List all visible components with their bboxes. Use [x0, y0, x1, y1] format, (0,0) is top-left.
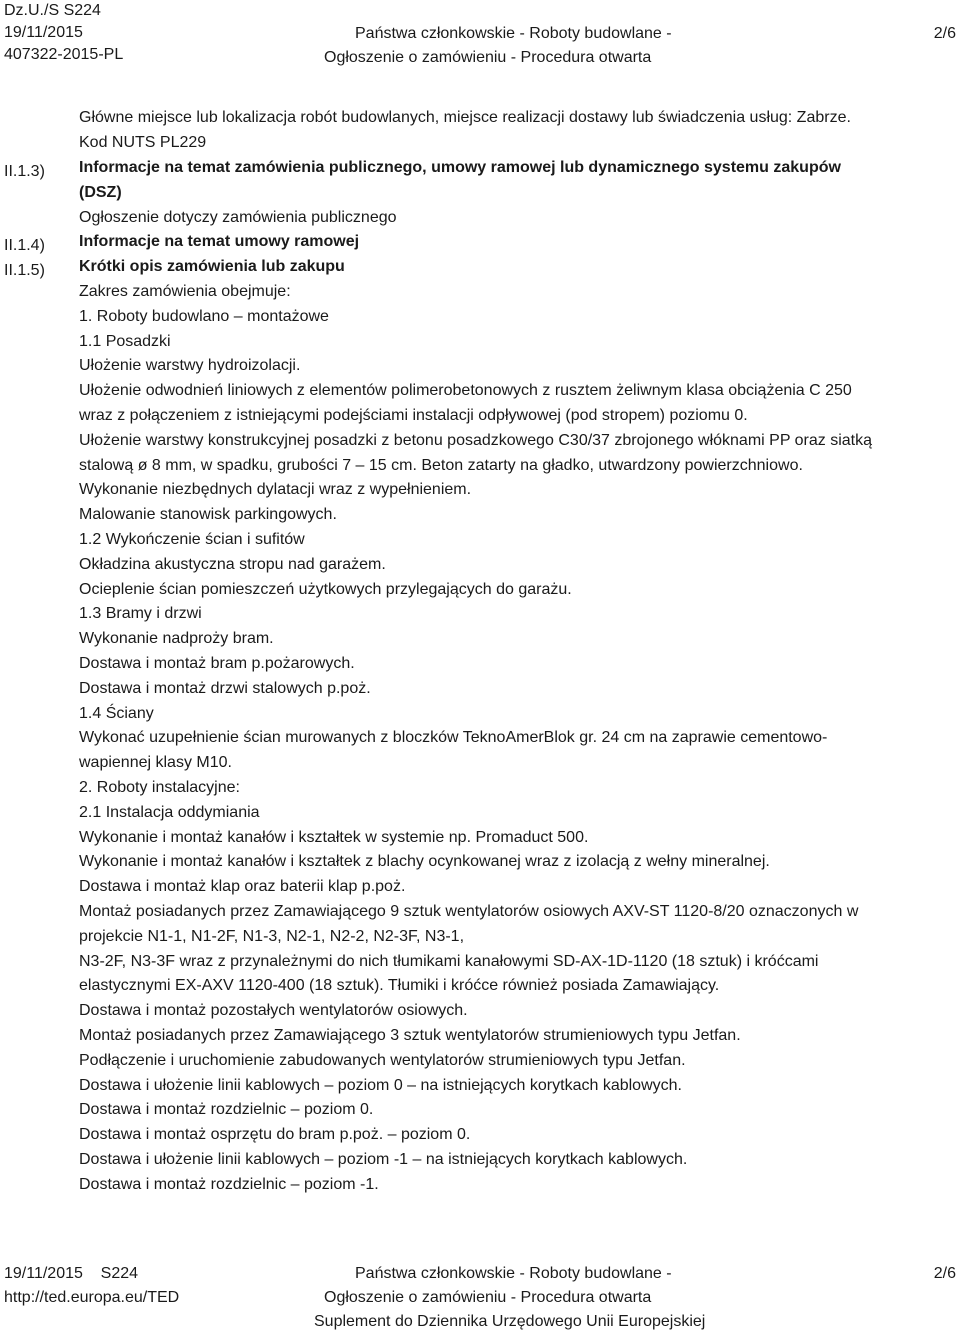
text-line: 1.4 Ściany: [79, 704, 154, 722]
text-line: Ułożenie warstwy konstrukcyjnej posadzki z betonu posadzkowego C30/37 zbrojonego włóknami PP oraz siatką: [79, 431, 873, 449]
text-line: Dostawa i montaż pozostałych wentylatorów osiowych.: [79, 1002, 468, 1020]
text-line: (DSZ): [79, 183, 122, 201]
text-line: 1.2 Wykończenie ścian i sufitów: [79, 531, 305, 548]
text-line: wapiennej klasy M10.: [79, 754, 232, 772]
text-line: Kod NUTS PL229: [79, 134, 207, 152]
text-line: Dostawa i montaż drzwi stalowych p.poż.: [79, 679, 371, 697]
text-line: projekcie N1-1, N1-2F, N1-3, N2-1, N2-2, N2-3F, N3-1,: [79, 927, 465, 945]
footer-title-line1: Państwa członkowskie - Roboty budowlane -: [355, 1265, 672, 1282]
text-line: Krótki opis zamówienia lub zakupu: [79, 258, 345, 276]
text-line: Montaż posiadanych przez Zamawiającego 9 sztuk wentylatorów osiowych AXV-ST 1120-8/20 oznaczonych w: [79, 903, 859, 920]
text-line: N3-2F, N3-3F wraz z przynależnymi do nich tłumikami kanałowymi SD-AX-1D-1120 (18 sztuk) i króćcami: [79, 952, 819, 970]
text-line: Dostawa i montaż bram p.pożarowych.: [79, 655, 355, 672]
text-line: Informacje na temat zamówienia publicznego, umowy ramowej lub dynamicznego systemu zakupów: [79, 159, 841, 176]
text-line: Okładzina akustyczna stropu nad garażem.: [79, 555, 386, 573]
text-line: Wykonanie i montaż kanałów i kształtek z blachy ocynkowanej wraz z izolacją z wełny mineralnej.: [79, 853, 770, 871]
text-line: Dostawa i montaż rozdzielnic – poziom 0.: [79, 1101, 374, 1119]
header-page-number: 2/6: [933, 25, 956, 42]
text-line: wraz z połączeniem z istniejącymi podejściami instalacji odpływowej (pod stropem) poziomu 0.: [79, 407, 748, 424]
text-line: 1.3 Bramy i drzwi: [79, 605, 202, 623]
footer-title-line2: Ogłoszenie o zamówieniu - Procedura otwarta: [324, 1289, 652, 1306]
text-line: Informacje na temat umowy ramowej: [79, 233, 360, 251]
text-line: Podłączenie i uruchomienie zabudowanych wentylatorów strumieniowych typu Jetfan.: [79, 1051, 686, 1069]
text-line: Główne miejsce lub lokalizacja robót budowlanych, miejsce realizacji dostawy lub świadczenia usług: Zabrze.: [79, 109, 851, 127]
footer-url-link[interactable]: http://ted.europa.eu/TED: [4, 1289, 180, 1306]
header-date: 19/11/2015: [4, 24, 83, 41]
footer-date-issue: 19/11/2015 S224: [4, 1265, 139, 1282]
header-left: [4, 0, 123, 66]
text-line: 2. Roboty instalacyjne:: [79, 779, 240, 796]
text-line: Dostawa i montaż rozdzielnic – poziom -1.: [79, 1175, 379, 1193]
text-line: Zakres zamówienia obejmuje:: [79, 283, 291, 300]
text-line: elastycznymi EX-AXV 1120-400 (18 sztuk). Tłumiki i króćce również posiada Zamawiający.: [79, 977, 720, 995]
footer-page-number: 2/6: [933, 1265, 956, 1282]
footer-supplement: Suplement do Dziennika Urzędowego Unii Europejskiej: [314, 1313, 706, 1330]
notice-number: 407322-2015-PL: [4, 46, 124, 63]
text-line: stalową ø 8 mm, w spadku, grubości 7 – 15 cm. Beton zatarty na gładko, utwardzony powierzchniowo.: [79, 456, 803, 474]
text-line: Wykonanie i montaż kanałów i kształtek w systemie np. Promaduct 500.: [79, 828, 589, 846]
text-line: Wykonanie nadproży bram.: [79, 630, 274, 648]
section-number: II.1.5): [4, 262, 45, 280]
text-line: Ułożenie warstwy hydroizolacji.: [79, 357, 301, 375]
header-title-line1: Państwa członkowskie - Roboty budowlane -: [355, 25, 672, 42]
text-line: 1.1 Posadzki: [79, 332, 171, 350]
page-footer: [0, 1262, 960, 1334]
page-header: [0, 0, 960, 70]
text-line: Wykonać uzupełnienie ścian murowanych z bloczków TeknoAmerBlok gr. 24 cm na zaprawie cementowo-: [79, 729, 828, 747]
text-line: Dostawa i ułożenie linii kablowych – poziom 0 – na istniejących korytkach kablowych.: [79, 1076, 682, 1094]
header-title-line2: Ogłoszenie o zamówieniu - Procedura otwarta: [324, 49, 652, 66]
text-line: Montaż posiadanych przez Zamawiającego 3 sztuk wentylatorów strumieniowych typu Jetfan.: [79, 1027, 741, 1044]
text-line: Dostawa i montaż klap oraz baterii klap p.poż.: [79, 878, 406, 896]
section-number: II.1.4): [4, 237, 45, 255]
text-line: Ogłoszenie dotyczy zamówienia publicznego: [79, 208, 397, 226]
text-line: Dostawa i montaż osprzętu do bram p.poż. – poziom 0.: [79, 1126, 471, 1144]
text-line: Wykonanie niezbędnych dylatacji wraz z wypełnieniem.: [79, 481, 472, 499]
section-number: II.1.3): [4, 163, 45, 180]
text-line: 1. Roboty budowlano – montażowe: [79, 307, 329, 325]
text-line: Ocieplenie ścian pomieszczeń użytkowych przylegających do garażu.: [79, 580, 572, 598]
text-line: Dostawa i ułożenie linii kablowych – poziom -1 – na istniejących korytkach kablowych.: [79, 1151, 688, 1168]
journal-reference: Dz.U./S S224: [4, 2, 101, 19]
text-line: Ułożenie odwodnień liniowych z elementów polimerobetonowych z rusztem żeliwnym klasa obciążenia C 250: [79, 382, 852, 400]
text-line: 2.1 Instalacja oddymiania: [79, 803, 260, 821]
text-line: Malowanie stanowisk parkingowych.: [79, 506, 337, 524]
